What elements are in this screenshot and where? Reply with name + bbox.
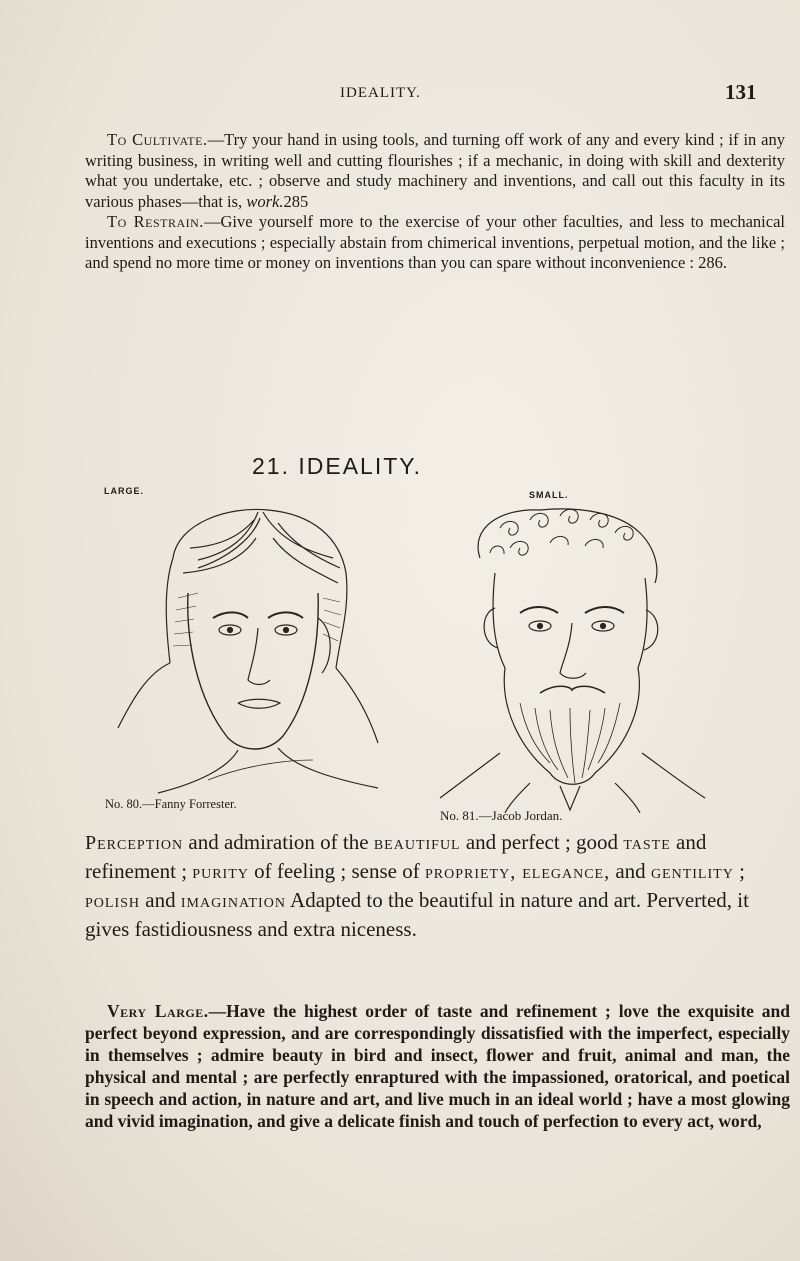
caption-fanny-forrester: No. 80.—Fanny Forrester. xyxy=(105,797,237,811)
page-number: 131 xyxy=(725,80,757,104)
restrain-text: —Give yourself more to the exercise of your other faculties, and less to mechanical inventions and executions ; especially abstain from chimerical inventions, perpetual motion, and the like ; and spend no more time or money on inventions than you can spare without inconvenience : 286. xyxy=(85,212,785,272)
def-w1: Perception xyxy=(85,832,184,854)
cultivate-text: —Try your hand in using tools, and turning off work of any and every kind ; if in any writing business, in writing well and cutting flourishes ; if a mechanic, in doing with skill and dexterity what you undertake, etc. ; observe and study machinery and inventions, and call out this faculty in its various phases—that is, xyxy=(85,130,785,211)
paragraph-restrain xyxy=(85,212,785,274)
caption-jacob-jordan: No. 81.—Jacob Jordan. xyxy=(440,808,563,823)
def-t6: ; xyxy=(733,859,745,883)
paragraph-cultivate xyxy=(85,130,785,212)
def-t7: and xyxy=(140,888,181,912)
def-t5: and xyxy=(610,859,651,883)
portrait-fanny-forrester xyxy=(78,498,396,798)
def-t3: and refinement ; xyxy=(85,830,707,883)
very-large-text: —Have the highest order of taste and refinement ; love the exquisite and perfect beyond expression, and are correspondingly dissatisfied with the imperfect, especially in themselves ; admire beauty in bird and insect, flower and fruit, animal and man, the physical and mental ; are perfectly enraptured with the impassioned, oratorical, and poetical in speech and action, in nature and art, and live much in an ideal world ; have a most glowing and vivid imagination, and give a delicate finish and touch of perfection to every act, word, xyxy=(85,1001,790,1131)
def-w8: imagination xyxy=(180,890,286,912)
def-w4: purity xyxy=(192,861,249,883)
def-w6: gentility xyxy=(650,861,734,883)
cultivate-ref-italic: work. xyxy=(246,191,284,211)
cultivate-ref-number: 285 xyxy=(283,191,309,211)
label-large: LARGE. xyxy=(104,486,145,496)
def-w2: beautiful xyxy=(373,832,461,854)
definition-paragraph xyxy=(85,828,795,943)
def-w3: taste xyxy=(623,832,671,854)
portrait-jacob-jordan xyxy=(410,498,720,813)
cultivate-lead: To Cultivate. xyxy=(107,130,208,149)
def-t8: Adapted to the beautiful in nature and art. Perverted, it gives fastidiousness and extra niceness. xyxy=(85,888,749,941)
hair-outline-left xyxy=(166,558,173,663)
running-head: IDEALITY. xyxy=(340,85,421,101)
figure-title: 21. IDEALITY. xyxy=(252,453,423,479)
def-w5: propriety, elegance, xyxy=(424,861,611,883)
label-small: SMALL. xyxy=(529,490,569,500)
very-large-lead: Very Large. xyxy=(107,1001,209,1021)
def-t4: of feeling ; sense of xyxy=(248,859,425,883)
paragraph-very-large xyxy=(85,1000,790,1132)
restrain-lead: To Restrain. xyxy=(107,212,204,231)
def-w7: polish xyxy=(85,890,141,912)
hair-outline-right xyxy=(173,509,347,668)
def-t2: and perfect ; good xyxy=(460,830,624,854)
def-t1: and admiration of the xyxy=(183,830,374,854)
